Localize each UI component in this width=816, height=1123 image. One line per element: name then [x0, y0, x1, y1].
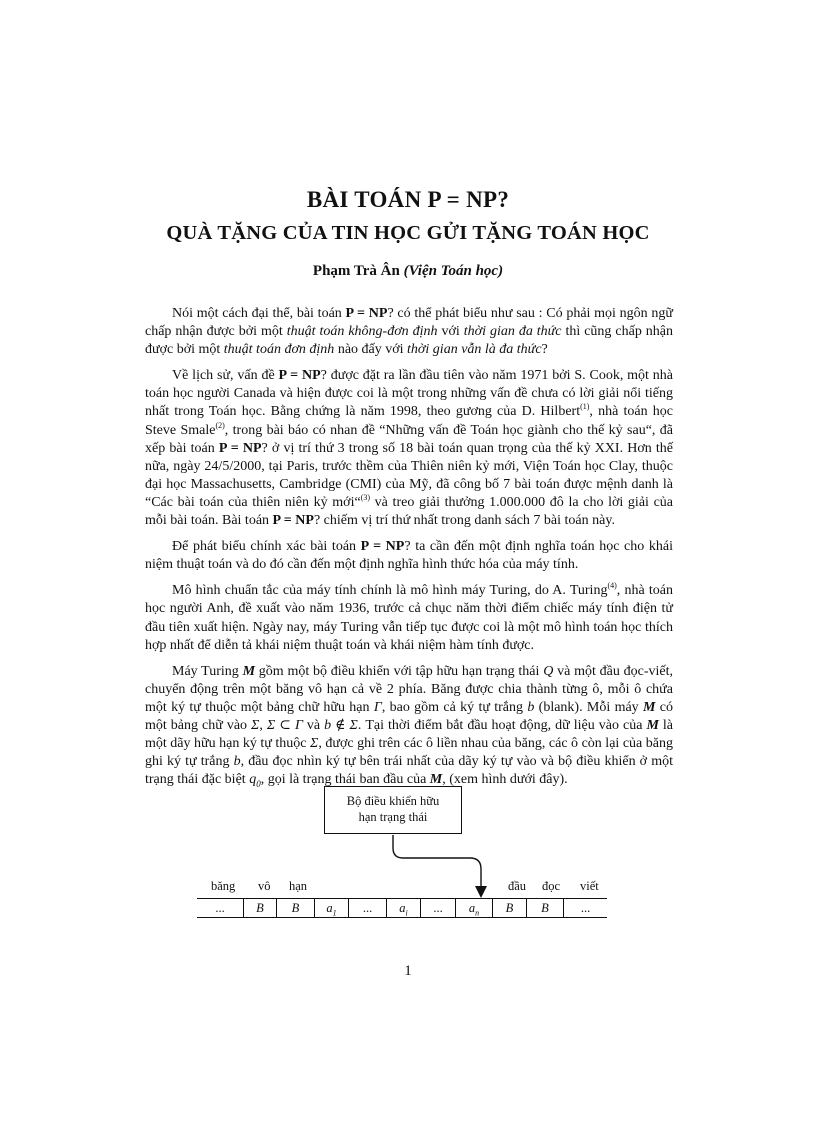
tape [197, 898, 607, 918]
paragraph-1: Nói một cách đại thể, bài toán P = NP? có thể phát biểu như sau : Có phải mọi ngôn ngữ chấp nhận được bởi một thuật toán không-đơn định với thời gian đa thức thì cũng chấp nhận được bởi một thuật toán đơn định nào đấy với thời gian vẫn là đa thức? [145, 306, 674, 358]
footnote-ref: (3) [360, 492, 371, 502]
footnote-ref: (2) [215, 420, 225, 430]
label-head-3: viết [580, 879, 599, 893]
footnote-ref: (1) [580, 402, 590, 412]
tape-cell: B [527, 899, 564, 917]
tape-cell: ... [580, 901, 591, 915]
tape-cell: $a_i$ [387, 899, 421, 917]
label-tape-1: băng [211, 879, 236, 893]
head-connector-line [393, 835, 481, 888]
paragraph-4: Mô hình chuẩn tắc của máy tính chính là mô hình máy Turing, do A. Turing$^{(4)}$, nhà toán học người Anh, đề xuất vào năm 1936, trước cả chục năm thời điểm chiếc máy tính điện tử đầu tiên xuất hiện. Ngày nay, máy Turing vẫn tiếp tục được coi là một mô hình toán học thích hợp nhất để diễn tả khái niệm thuật toán và khái niệm hàm tính được. [145, 581, 673, 653]
label-tape-3: hạn [289, 879, 308, 893]
body-text [145, 305, 673, 797]
tape-cell: ... [197, 899, 244, 917]
tape-cell: B [493, 899, 527, 917]
controller-label-line-1: Bộ điều khiển hữu [346, 794, 440, 808]
paragraph-2: Về lịch sử, vấn đề P = NP? được đặt ra lần đầu tiên vào năm 1971 bởi S. Cook, một nhà toán học người Canada và hiện được coi là một trong những vấn đề chưa có lời giải nổi tiếng nhất trong Toán học. Bằng chứng là năm 1998, theo gương của D. Hilbert$^{(1)}$, nhà toán học Steve Smale$^{(2)}$, trong bài báo có nhan đề “Những vấn đề Toán học giành cho thế kỷ sau“, đã xếp bài toán P = NP? ở vị trí thứ 3 trong số 18 bài toán quan trọng của thế kỷ XXI. Hơn thế nữa, ngày 24/5/2000, tại Paris, trước thềm của Thiên niên kỷ mới, Viện Toán học Clay, thuộc đại học Massachusetts, Cambridge (CMI) của Mỹ, đã công bố 7 bài toán được mệnh danh là “Các bài toán của thiên niên kỷ mới“$^{(3)}$ và treo giải thưởng 1.000.000 đô la cho lời giải của mỗi bài toán. Bài toán P = NP? chiếm vị trí thứ nhất trong danh sách 7 bài toán này. [145, 368, 674, 529]
down-arrow-icon [475, 886, 487, 898]
turing-machine-diagram [0, 782, 816, 932]
title-line-2: QUÀ TẶNG CỦA TIN HỌC GỬI TẶNG TOÁN HỌC [166, 222, 650, 244]
tape-cell: ... [349, 899, 387, 917]
label-head-1: đầu [508, 879, 527, 893]
author-affiliation: (Viện Toán học) [403, 263, 504, 279]
tape-cell: B [244, 899, 277, 917]
label-tape-2: vô [258, 879, 271, 893]
page-number: 1 [404, 963, 412, 979]
author-name: Phạm Trà Ân [312, 263, 400, 279]
footnote-ref: (4) [607, 581, 617, 591]
paragraph-3: Để phát biểu chính xác bài toán P = NP? ta cần đến một định nghĩa toán học cho khái niệm thuật toán và do đó cần đến một định nghĩa hình thức hóa của máy tính. [145, 539, 674, 573]
tape-cell-head: $a_n$ [456, 899, 493, 917]
tape-cell: B [277, 899, 315, 917]
tape-cell: ... [421, 899, 456, 917]
title-line-1: BÀI TOÁN P = NP? [306, 187, 510, 212]
tape-cell: $a_1$ [315, 899, 349, 917]
author-line [0, 263, 816, 280]
paragraph-5: Máy Turing M gồm một bộ điều khiển với tập hữu hạn trạng thái Q và một đầu đọc-viết, chuyển động trên một băng vô hạn cả về 2 phía. Băng được chia thành từng ô, mỗi ô chứa một ký tự thuộc một bảng chữ hữu hạn Γ, bao gồm cả ký tự trắng b (blank). Mỗi máy M có một bảng chữ vào Σ, Σ ⊂ Γ và b ∉ Σ. Tại thời điểm bắt đầu hoạt động, dữ liệu vào của M là một dãy hữu hạn ký tự thuộc Σ, được ghi trên các ô liền nhau của băng, các ô còn lại của băng ghi ký tự trắng b, đầu đọc nhìn ký tự bên trái nhất của dãy ký tự vào và bộ điều khiển ở một trạng thái đặc biệt $q_0$, gọi là trạng thái ban đầu của M, (xem hình dưới đây). [145, 663, 674, 790]
controller-label-line-2: hạn trạng thái [358, 810, 428, 824]
label-head-2: đọc [542, 879, 561, 893]
